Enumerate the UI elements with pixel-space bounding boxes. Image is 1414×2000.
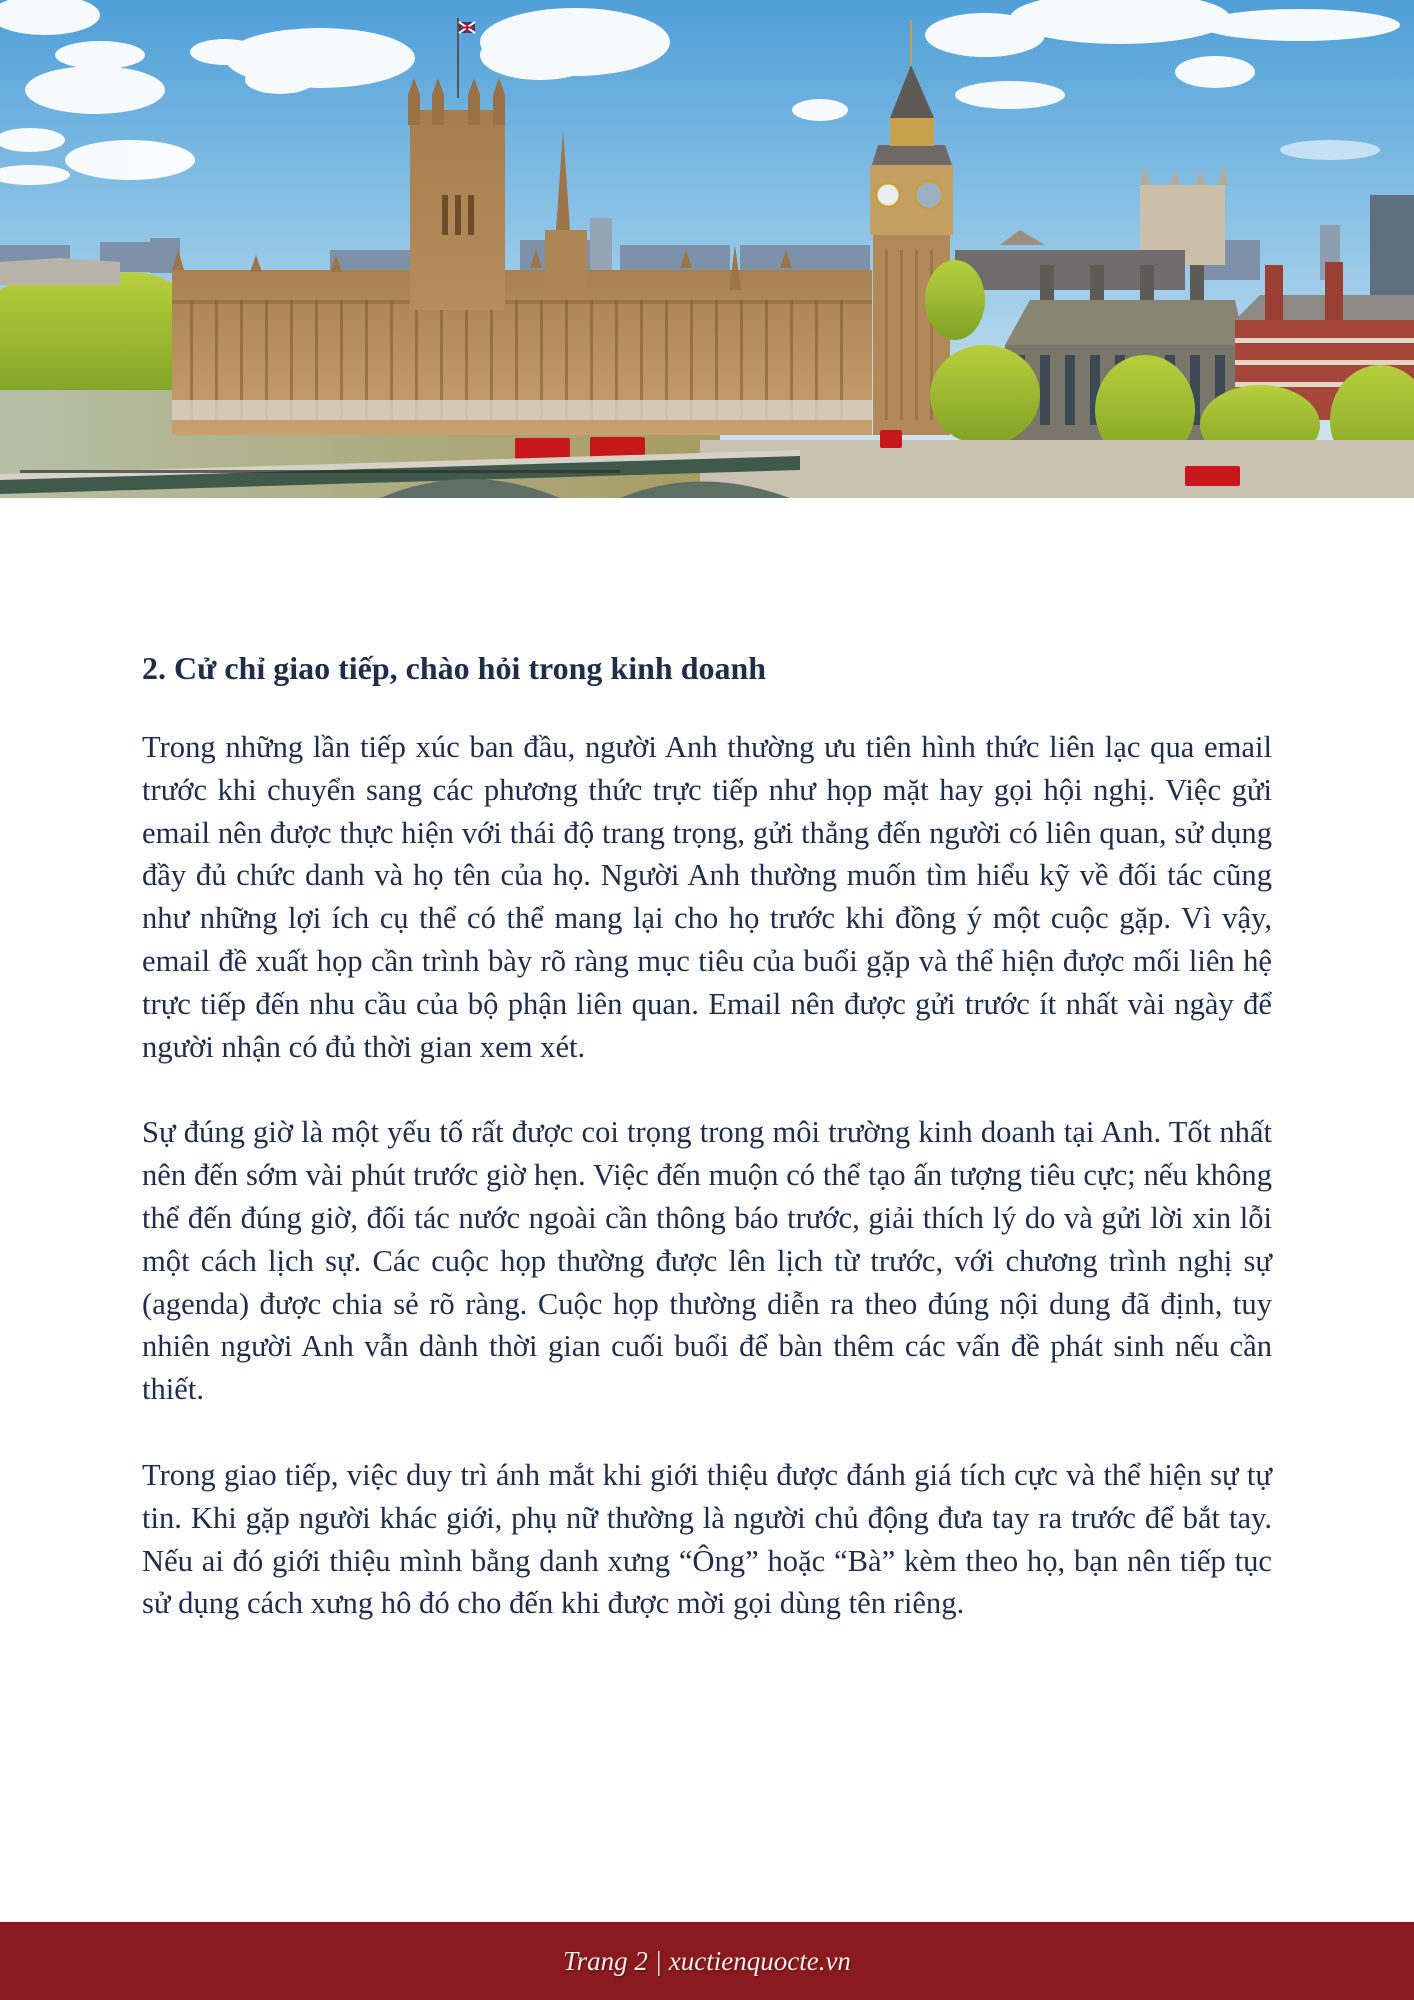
hero-image — [0, 0, 1414, 498]
paragraph-punctuality: Sự đúng giờ là một yếu tố rất được coi trọng trong môi trường kinh doanh tại Anh. Tốt nhất nên đến sớm vài phút trước giờ hẹn. Việc đến muộn có thể tạo ấn tượng tiêu cực; nếu không thể đến đúng giờ, đối tác nước ngoài cần thông báo trước, giải thích lý do và gửi lời xin lỗi một cách lịch sự. Các cuộc họp thường được lên lịch từ trước, với chương trình nghị sự (agenda) được chia sẻ rõ ràng. Cuộc họp thường diễn ra theo đúng nội dung đã định, tuy nhiên người Anh vẫn dành thời gian cuối buổi để bàn thêm các vấn đề phát sinh nếu cần thiết. — [142, 1115, 1272, 1407]
westminster-photo — [0, 0, 1414, 498]
article-section — [142, 648, 1272, 1668]
footer-page-label: Trang 2 | xuctienquocte.vn — [563, 1945, 851, 1976]
page-footer — [0, 1922, 1414, 2000]
union-flag — [459, 22, 475, 33]
section-heading: 2. Cử chỉ giao tiếp, chào hỏi trong kinh doanh — [142, 650, 767, 686]
paragraph-email-etiquette: Trong những lần tiếp xúc ban đầu, người Anh thường ưu tiên hình thức liên lạc qua email trước khi chuyển sang các phương thức trực tiếp như họp mặt hay gọi hội nghị. Việc gửi email nên được thực hiện với thái độ trang trọng, gửi thẳng đến người có liên quan, sử dụng đầy đủ chức danh và họ tên của họ. Người Anh thường muốn tìm hiểu kỹ về đối tác cũng như những lợi ích cụ thể có thể mang lại cho họ trước khi đồng ý một cuộc gặp. Vì vậy, email đề xuất họp cần trình bày rõ ràng mục tiêu của buổi gặp và thể hiện được mối liên hệ trực tiếp đến nhu cầu của bộ phận liên quan. Email nên được gửi trước ít nhất vài ngày để người nhận có đủ thời gian xem xét. — [142, 730, 1272, 1064]
clock-face-right — [915, 181, 943, 209]
clock-face-left — [876, 183, 900, 207]
trees-left — [0, 272, 175, 400]
embankment — [700, 440, 1414, 498]
paragraph-greetings: Trong giao tiếp, việc duy trì ánh mắt khi giới thiệu được đánh giá tích cực và thể hiện sự tự tin. Khi gặp người khác giới, phụ nữ thường là người chủ động đưa tay ra trước để bắt tay. Nếu ai đó giới thiệu mình bằng danh xưng “Ông” hoặc “Bà” kèm theo họ, bạn nên tiếp tục sử dụng cách xưng hô đó cho đến khi được mời gọi dùng tên riêng. — [142, 1457, 1272, 1621]
